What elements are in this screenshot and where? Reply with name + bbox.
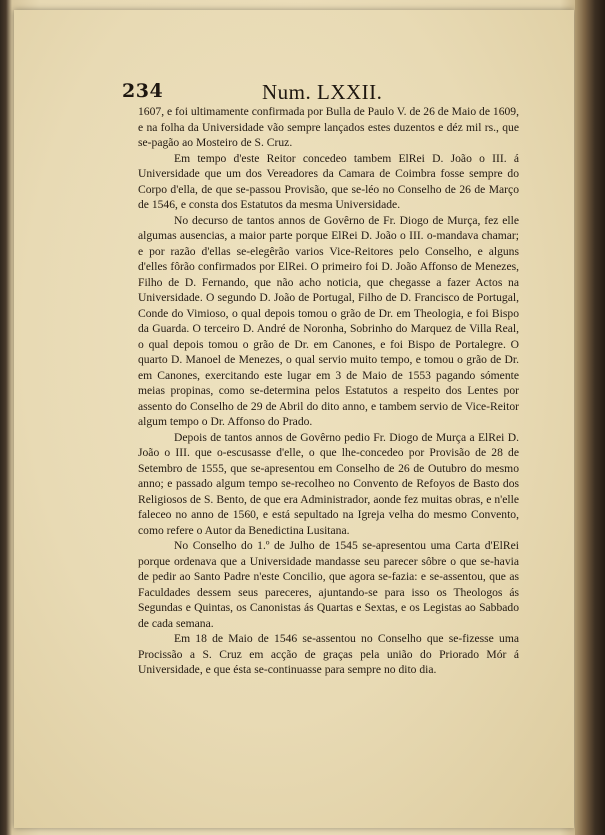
page-number: 234 [122,80,164,102]
paragraph-5: No Conselho do 1.º de Julho de 1545 se-apresentou uma Carta d'ElRei porque ordenava que a Universidade mandasse seu parecer sôbre o que se-havia de pedir ao Santo Padre n'este Concilio, que agora se-fazia: e se-assentou, que as Faculdades dessem seus pareceres, ajuntando-se para isso os Theologos ás Segundas e Quintas, os Canonistas ás Quartas e Sextas, e os Legistas ao Sabbado de cada semana. [138,539,519,630]
paragraph-4: Depois de tantos annos de Govêrno pedio Fr. Diogo de Murça a ElRei D. João o III. que o-escusasse d'elle, o que lhe-concedeo por Provisão de 28 de Setembro de 1555, que se-apresentou em Conselho de 26 de Outubro do mesmo anno; e passado algum tempo se-recolheo no Convento de Refoyos de Basto dos Religiosos de S. Bento, de que era Administrador, aonde fez muitas obras, e n'elle faleceo no anno de 1560, e está sepultado na Igreja velha do mesmo Convento, como refere o Autor da Benedictina Lusitana. [138,430,519,537]
paragraph-2: Em tempo d'este Reitor concedeo tambem ElRei D. João o III. á Universidade que um dos Vereadores da Camara de Coimbra fosse sempre do Corpo d'ella, de que se-passou Provisão, que se-léo no Conselho de 26 de Março de 1546, e consta dos Estatutos da mesma Universidade. [138,151,519,211]
running-head: Num. LXXII. [262,80,383,104]
paragraph-1: 1607, e foi ultimamente confirmada por Bulla de Paulo V. de 26 de Maio de 1609, e na folha da Universidade vão sempre lançados estes duzentos e déz mil rs., que se-pagão ao Mosteiro de S. Cruz. [138,105,519,149]
paragraph-6: Em 18 de Maio de 1546 se-assentou no Conselho que se-fizesse uma Procissão a S. Cruz em acção de graças pela união do Priorado Mór á Universidade, e que ésta se-continuasse para sempre no dito dia. [138,632,519,676]
page-header [122,76,530,106]
paragraph-3: No decurso de tantos annos de Govêrno de Fr. Diogo de Murça, fez elle algumas ausencias, a maior parte porque ElRei D. João o III. o-mandava chamar; e por razão d'ellas se-elegêrão varios Vice-Reitores pelo Conselho, e alguns d'elles fôrão confirmados por ElRei. O primeiro foi D. João Affonso de Menezes, Filho de D. Fernando, que não acho noticia, que chegasse a fazer Actos na Universidade. O segundo D. João de Portugal, Filho de D. Francisco de Portugal, Conde do Vimioso, o qual depois tomou o grão de Dr. em Theologia, e foi Bispo da Guarda. O terceiro D. André de Noronha, Sobrinho do Marquez de Villa Real, o qual depois tomou o grão de Dr. em Canones, e foi Bispo de Portalegre. O quarto D. Manoel de Menezes, o qual servio muito tempo, e tomou o grão de Dr. em Canones, exercitando este lugar em 3 de Maio de 1553 pagando sómente meias propinas, como se-determina pelos Estatutos a respeito dos Lentes por assento do Conselho de 29 de Abril do dito anno, e tambem servio de Vice-Reitor algum tempo o Dr. Affonso do Prado. [138,213,519,428]
book-spine [575,0,605,835]
body-text [138,104,519,678]
